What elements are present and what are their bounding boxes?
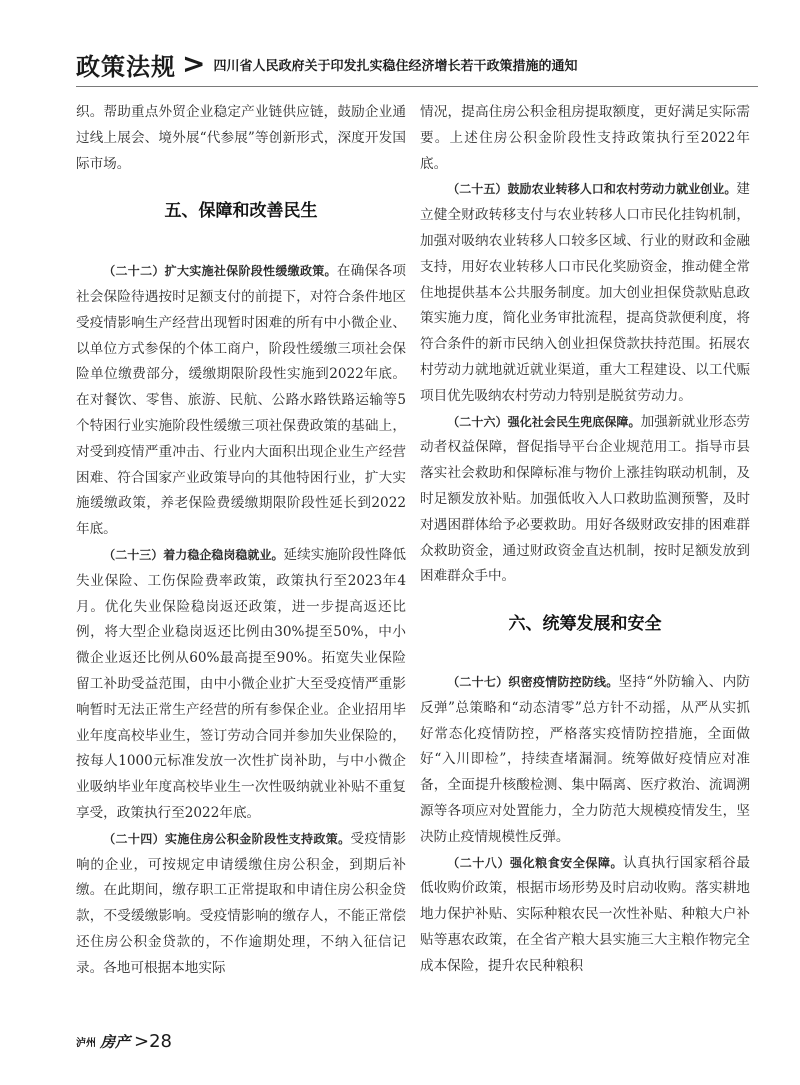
clause-body: 延续实施阶段性降低失业保险、工伤保险费率政策，政策执行至2023年4月。优化失业保险稳岗返还政策，进一步提高返还比例，将大型企业稳岗返还比例由30%提至50%，中小微企业返还比例从60%最高提至90%。拓宽失业保险留工补助受益范围，由中小微企业扩大至受疫情严重影响暂时无法正常生产经营的所有参保企业。企业招用毕业年度高校毕业生，签订劳动合同并参加失业保险的，按每人1000元标准发放一次性扩岗补助，与中小微企业吸纳毕业年度高校毕业生一次性吸纳就业补贴不重复享受，政策执行至2022年底。 xyxy=(76,546,406,821)
clause-title: （二十六）强化社会民生兜底保障。 xyxy=(447,414,641,429)
clause-title: （二十八）强化粮食安全保障。 xyxy=(447,855,624,870)
clause-body: 受疫情影响的企业，可按规定申请缓缴住房公积金，到期后补缴。在此期间，缴存职工正常提取和申请住房公积金贷款，不受缓缴影响。受疫情影响的缴存人，不能正常偿还住房公积金贷款的，不作逾期处理，不纳入征信记录。各地可根据本地实际 xyxy=(76,830,406,976)
paragraph xyxy=(420,410,750,591)
paragraph xyxy=(420,670,750,851)
left-column xyxy=(76,100,406,982)
clause-title: （二十五）鼓励农业转移人口和农村劳动力就业创业。 xyxy=(447,182,737,197)
header-divider xyxy=(76,86,758,87)
page-number: >28 xyxy=(134,1030,173,1052)
clause-title: （二十四）实施住房公积金阶段性支持政策。 xyxy=(103,831,351,846)
article-title: 四川省人民政府关于印发扎实稳住经济增长若干政策措施的通知 xyxy=(213,58,578,74)
magazine-city: 泸州 xyxy=(76,1037,96,1049)
magazine-logo: 房产 xyxy=(100,1032,131,1051)
paragraph xyxy=(76,827,406,982)
page-header xyxy=(76,44,756,84)
paragraph: 织。帮助重点外贸企业稳定产业链供应链，鼓励企业通过线上展会、境外展“代参展”等创新形式，深度开发国际市场。 xyxy=(76,104,406,172)
section-heading: 五、保障和改善民生 xyxy=(164,201,318,222)
clause-title: （二十七）织密疫情防控防线。 xyxy=(447,674,619,689)
right-column xyxy=(420,100,750,980)
paragraph: 情况，提高住房公积金租房提取额度，更好满足实际需要。上述住房公积金阶段性支持政策执行至2022年底。 xyxy=(420,104,750,172)
paragraph xyxy=(420,851,750,980)
chevron-right-icon: > xyxy=(182,47,206,80)
paragraph xyxy=(420,177,750,409)
clause-body: 认真执行国家稻谷最低收购价政策，根据市场形势及时启动收购。落实耕地地力保护补贴、实际种粮农民一次性补贴、种粮大户补贴等惠农政策，在全省产粮大县实施三大主粮作物完全成本保险，提升农民种粮积 xyxy=(420,854,750,974)
section-heading: 六、统筹发展和安全 xyxy=(508,614,662,635)
clause-body: 建立健全财政转移支付与农业转移人口市民化挂钩机制，加强对吸纳农业转移人口较多区域、行业的财政和金融支持，用好农业转移人口市民化奖励资金，推动健全常住地提供基本公共服务制度。加大创业担保贷款贴息政策实施力度，简化业务审批流程，提高贷款便利度，将符合条件的新市民纳入创业担保贷款扶持范围。拓展农村劳动力就地就近就业渠道，重大工程建设、以工代赈项目优先吸纳农村劳动力特别是脱贫劳动力。 xyxy=(420,181,750,404)
paragraph xyxy=(76,543,406,827)
clause-body: 在确保各项社会保险待遇按时足额支付的前提下，对符合条件地区受疫情影响生产经营出现暂时困难的所有中小微企业、以单位方式参保的个体工商户，阶段性缓缴三项社会保险单位缴费部分，缓缴期限阶段性实施到2022年底。在对餐饮、零售、旅游、民航、公路水路铁路运输等5个特困行业实施阶段性缓缴三项社保费政策的基础上，对受到疫情严重冲击、行业内大面积出现企业生产经营困难、符合国家产业政策导向的其他特困行业，扩大实施缓缴政策，养老保险费缓缴期限阶段性延长到2022年底。 xyxy=(76,263,406,538)
clause-title: （二十二）扩大实施社保阶段性缓缴政策。 xyxy=(103,264,337,279)
section-name: 政策法规 xyxy=(76,52,176,81)
page-footer xyxy=(76,1030,172,1052)
paragraph xyxy=(76,259,406,543)
clause-title: （二十三）着力稳企稳岗稳就业。 xyxy=(103,547,284,562)
clause-body: 加强新就业形态劳动者权益保障，督促指导平台企业规范用工。指导市县落实社会救助和保障标准与物价上涨挂钩联动机制，及时足额发放补贴。加强低收入人口救助监测预警，及时对遇困群体给予必要救助。用好各级财政安排的困难群众救助资金，通过财政资金直达机制，按时足额发放到困难群众手中。 xyxy=(420,413,750,585)
clause-body: 坚持“外防输入、内防反弹”总策略和“动态清零”总方针不动摇，从严从实抓好常态化疫情防控，严格落实疫情防控措施，全面做好“入川即检”，持续查堵漏洞。统筹做好疫情应对准备，全面提升核酸检测、集中隔离、医疗救治、流调溯源等各项应对处置能力，全力防范大规模疫情发生，坚决防止疫情规模性反弹。 xyxy=(420,673,750,845)
